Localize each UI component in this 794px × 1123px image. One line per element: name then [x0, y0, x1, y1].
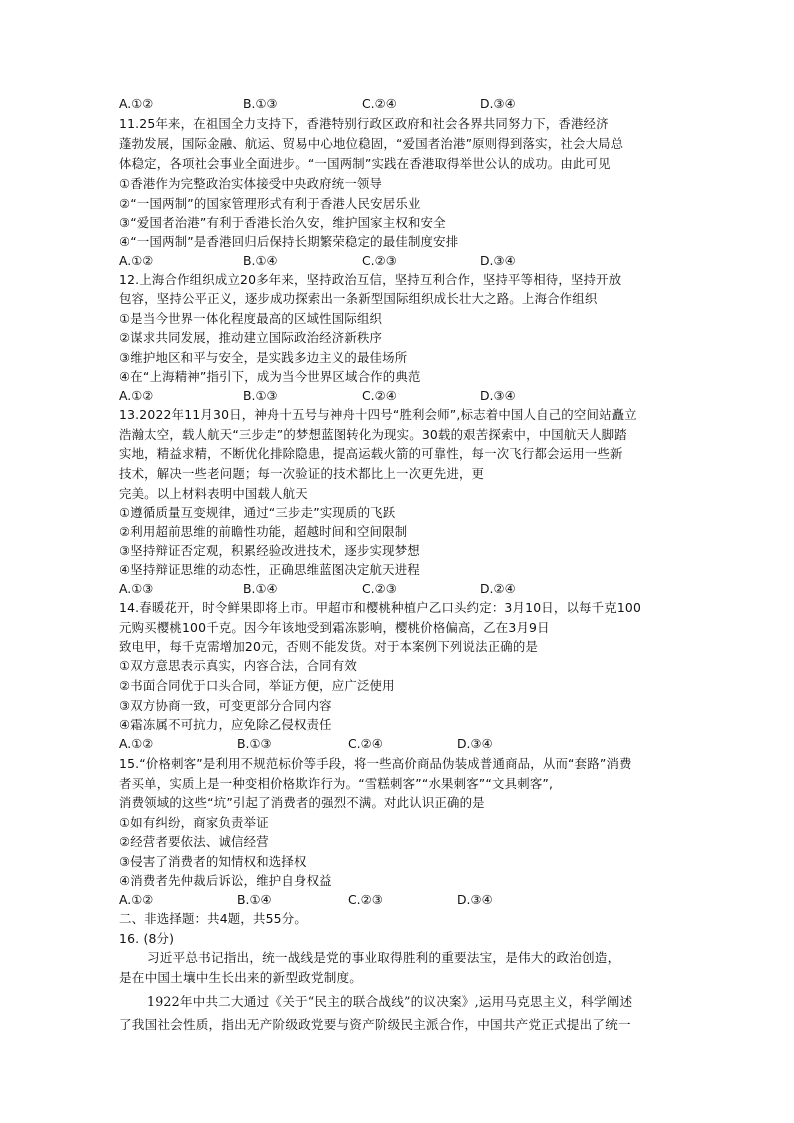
section-heading: 二、非选择题：共4题，共55分。 — [119, 911, 307, 926]
option-b: B.①③ — [243, 388, 278, 403]
q13-stem-line: 技术，解决一些老问题；每一次验证的技术都比上一次更先进，更 — [119, 466, 485, 481]
q15-stem-line: 消费领域的这些“坑”引起了消费者的强烈不满。对此认识正确的是 — [119, 795, 485, 810]
option-d: D.③④ — [480, 388, 516, 403]
q15-item: ④消费者先仲裁后诉讼，维护自身权益 — [119, 873, 332, 888]
q13-stem-line: 实地，精益求精，不断优化排除隐患，提高运载火箭的可靠性，每一次飞行都会运用一些新 — [119, 446, 623, 461]
option-d: D.③④ — [480, 96, 516, 111]
q12-stem-line: 12.上海合作组织成立20多年来，坚持政治互信，坚持互利合作，坚持平等相待，坚持开放 — [119, 272, 622, 287]
option-c: C.②④ — [362, 96, 397, 111]
q11-stem-line: 11.25年来，在祖国全力支持下，香港特别行政区政府和社会各界共同努力下，香港经济 — [119, 116, 609, 131]
option-c: C.②④ — [348, 736, 383, 751]
q12-options — [119, 386, 679, 406]
q15-stem-line: 者买单，实质上是一种变相价格欺诈行为。“雪糕刺客”“水果刺客”“文具刺客”, — [119, 776, 554, 791]
option-b: B.①③ — [237, 736, 272, 751]
q13-options — [119, 579, 679, 599]
q12-item: ④在“上海精神”指引下，成为当今世界区域合作的典范 — [119, 369, 421, 384]
option-c: C.②④ — [362, 388, 397, 403]
option-a: A.①② — [119, 253, 154, 268]
q14-item: ①双方意思表示真实，内容合法，合同有效 — [119, 658, 357, 673]
q13-item: ②利用超前思维的前瞻性功能，超越时间和空间限制 — [119, 524, 408, 539]
q11-stem-line: 体稳定，各项社会事业全面进步。“一国两制”实践在香港取得举世公认的成功。由此可见 — [119, 156, 611, 171]
q13-stem-line: 完美。以上材料表明中国载人航天 — [119, 486, 308, 501]
option-b: B.①③ — [243, 96, 278, 111]
option-d: D.②④ — [480, 581, 516, 596]
q16-paragraph: 习近平总书记指出，统一战线是党的事业取得胜利的重要法宝，是伟大的政治创造， — [147, 950, 621, 965]
q12-item: ③维护地区和平与安全，是实践多边主义的最佳场所 — [119, 350, 408, 365]
option-d: D.③④ — [457, 892, 493, 907]
q15-options — [119, 890, 679, 910]
option-a: A.①② — [119, 388, 154, 403]
q13-stem-line: 13.2022年11月30日，神舟十五号与神舟十四号“胜利会师”,标志着中国人自己的空间站矗立 — [119, 407, 637, 422]
q14-stem-line: 致电甲，每千克需增加20元，否则不能发货。对于本案例下列说法正确的是 — [119, 639, 539, 654]
q12-item: ①是当今世界一体化程度最高的区域性国际组织 — [119, 311, 383, 326]
q14-item: ③双方协商一致，可变更部分合同内容 — [119, 698, 332, 713]
q13-stem-line: 浩瀚太空，载人航天“三步走”的梦想蓝图转化为现实。30载的艰苦探索中，中国航天人脚踏 — [119, 427, 627, 442]
q12-stem-line: 包容，坚持公平正义，逐步成功探索出一条新型国际组织成长壮大之路。上海合作组织 — [119, 291, 598, 306]
q15-item: ②经营者要依法、诚信经营 — [119, 834, 269, 849]
q13-item: ①遵循质量互变规律，通过“三步走”实现质的飞跃 — [119, 505, 396, 520]
q15-item: ③侵害了消费者的知情权和选择权 — [119, 854, 307, 869]
option-c: C.②③ — [362, 253, 397, 268]
option-a: A.①② — [119, 96, 154, 111]
option-a: A.①② — [119, 736, 154, 751]
option-c: C.②③ — [348, 892, 383, 907]
option-a: A.①② — [119, 892, 154, 907]
q15-item: ①如有纠纷，商家负责举证 — [119, 815, 269, 830]
option-d: D.③④ — [480, 253, 516, 268]
q14-item: ④霜冻属不可抗力，应免除乙侵权责任 — [119, 717, 332, 732]
q16-paragraph: 是在中国土壤中生长出来的新型政党制度。 — [119, 970, 363, 985]
q15-stem-line: 15.“价格刺客”是利用不规范标价等手段，将一些高价商品伪装成普通商品，从而“套路”消费 — [119, 756, 632, 771]
q13-item: ④坚持辩证思维的动态性，正确思维蓝图决定航天进程 — [119, 562, 420, 577]
option-c: C.②③ — [362, 581, 397, 596]
q14-item: ②书面合同优于口头合同，举证方便，应广泛使用 — [119, 678, 395, 693]
q12-item: ②谋求共同发展，推动建立国际政治经济新秩序 — [119, 330, 383, 345]
option-a: A.①③ — [119, 581, 154, 596]
q10-options — [119, 94, 679, 114]
q11-item: ①香港作为完整政治实体接受中央政府统一领导 — [119, 176, 383, 191]
q14-stem-line: 元购买樱桃100千克。因今年该地受到霜冻影响，樱桃价格偏高，乙在3月9日 — [119, 620, 550, 635]
option-d: D.③④ — [457, 736, 493, 751]
q16-header: 16. (8分) — [119, 931, 175, 946]
option-b: B.①④ — [243, 253, 278, 268]
q11-stem-line: 蓬勃发展，国际金融、航运、贸易中心地位稳固，“爱国者治港”原则得到落实，社会大局总 — [119, 136, 624, 151]
q16-paragraph: 1922年中共二大通过《关于“民主的联合战线”的议决案》,运用马克思主义，科学阐述 — [147, 994, 633, 1009]
option-b: B.①④ — [243, 581, 278, 596]
q14-stem-line: 14.春暖花开，时令鲜果即将上市。甲超市和樱桃种植户乙口头约定：3月10日，以每千克100 — [119, 600, 642, 615]
q14-options — [119, 734, 679, 754]
q13-item: ③坚持辩证否定观，积累经验改进技术，逐步实现梦想 — [119, 543, 420, 558]
q11-options — [119, 251, 679, 271]
q11-item: ③“爱国者治港”有利于香港长治久安，维护国家主权和安全 — [119, 215, 446, 230]
q11-item: ②“一国两制”的国家管理形式有利于香港人民安居乐业 — [119, 196, 421, 211]
q11-item: ④“一国两制”是香港回归后保持长期繁荣稳定的最佳制度安排 — [119, 234, 459, 249]
option-b: B.①④ — [237, 892, 272, 907]
q16-paragraph: 了我国社会性质，指出无产阶级政党要与资产阶级民主派合作，中国共产党正式提出了统一 — [119, 1017, 631, 1032]
